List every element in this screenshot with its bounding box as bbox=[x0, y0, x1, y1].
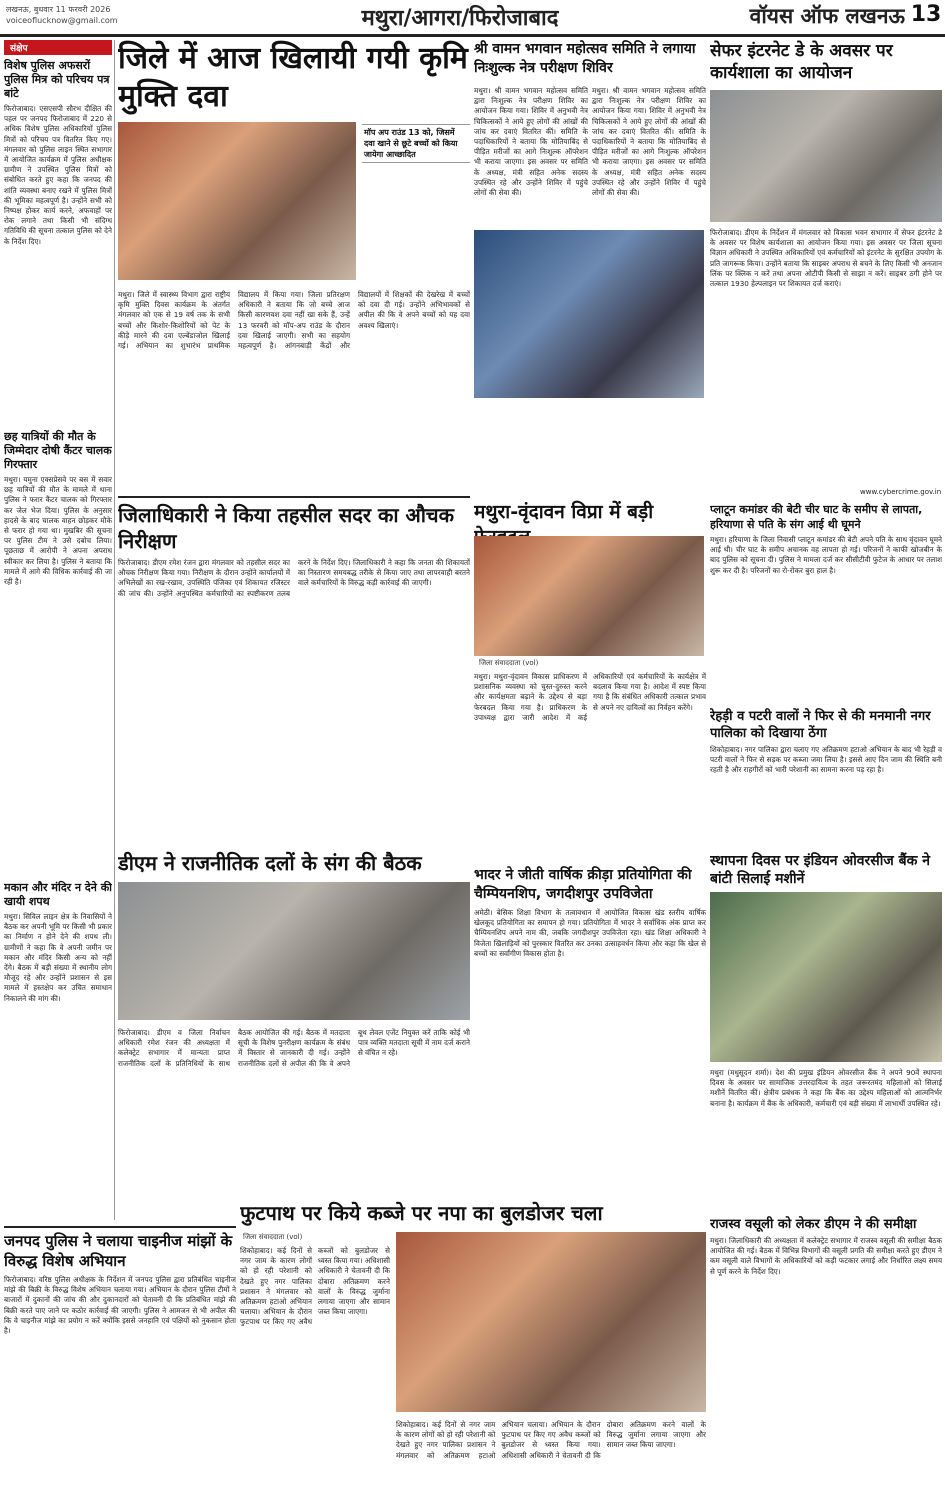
iob-story bbox=[710, 852, 942, 1212]
eye-camp-title: श्री वामन भगवान महोत्सव समिति ने लगाया निःशुल्क नेत्र परीक्षण शिविर bbox=[474, 41, 696, 76]
manjha-title: जनपद पुलिस ने चलाया चाइनीज मांझों के विरुद्ध विशेष अभियान bbox=[4, 1232, 233, 1270]
paper-title: वॉयस ऑफ लखनऊ bbox=[749, 4, 905, 28]
safer-internet-story bbox=[710, 40, 942, 500]
political-meeting-story bbox=[118, 850, 470, 1230]
bulldozer-story bbox=[240, 1200, 706, 1494]
story-rule bbox=[118, 496, 470, 498]
political-meeting-title: डीएम ने राजनीतिक दलों के संग की बैठक bbox=[118, 851, 422, 875]
safer-internet-title: सेफर इंटरनेट डे के अवसर पर कार्यशाला का आयोजन bbox=[710, 41, 893, 83]
bulldozer-body-col2: शिकोहाबाद। कई दिनों से नगर जाम के कारण लोगों को हो रही परेशानी को देखते हुए नगर पालिका प्रशासन ने मंगलवार को अतिक्रमण हटाओ अभियान चलाया। अभियान के दौरान फुटपाथ पर किए गए अवैध कब्जों को बुलडोजर से ध्वस्त किया गया। अधिशासी अधिकारी ने चेतावनी दी कि दोबारा अतिक्रमण करने वालों के विरुद्ध जुर्माना लगाया जाएगा और सामान जब्त किया जाएगा। bbox=[396, 1420, 706, 1460]
lead-title: जिले में आज खिलायी गयी कृमि मुक्ति दवा bbox=[118, 41, 468, 114]
vendors-body: शिकोहाबाद। नगर पालिका द्वारा चलाए गए अतिक्रमण हटाओ अभियान के बाद भी रेहड़ी व पटरी वालों ने फिर से सड़क पर कब्जा जमा लिया है। इससे आए दिन जाम की स्थिति बनी रहती है और राहगीरों को भारी परेशानी का सामना करना पड़ रहा है। bbox=[710, 745, 942, 775]
dm-inspection-title: जिलाधिकारी ने किया तहसील सदर का औचक निरीक्षण bbox=[118, 503, 454, 553]
sidebar bbox=[4, 40, 112, 1220]
section-title: मथुरा/आगरा/फिरोजाबाद bbox=[361, 6, 559, 31]
bulldozer-title: फुटपाथ पर किये कब्जे पर नपा का बुलडोजर चला bbox=[240, 1201, 603, 1225]
eye-camp-body: मथुरा। श्री वामन भगवान महोत्सव समिति द्वारा निःशुल्क नेत्र परीक्षण शिविर का आयोजन किया गया। शिविर में अनुभवी नेत्र चिकित्सकों ने आये हुए लोगों की आंखों की जांच कर दवाएं वितरित कीं। समिति के पदाधिकारियों ने बताया कि मोतियाबिंद से पीड़ित मरीजों का आगे निःशुल्क ऑपरेशन भी कराया जाएगा। इस अवसर पर समिति के अध्यक्ष, मंत्री सहित अनेक सदस्य उपस्थित रहे और उन्होंने शिविर में पहुंचे लोगों की सेवा की। bbox=[474, 86, 588, 198]
vrindavan-body: मथुरा। मथुरा-वृंदावन विकास प्राधिकरण में प्रशासनिक व्यवस्था को चुस्त-दुरुस्त करने और कार्यक्षमता बढ़ाने के उद्देश्य से बड़ा फेरबदल किया गया है। प्राधिकरण के उपाध्यक्ष द्वारा जारी आदेश में कई अधिकारियों एवं कर्मचारियों के कार्यक्षेत्र में बदलाव किया गया है। आदेश में स्पष्ट किया गया है कि संबंधित अधिकारी तत्काल प्रभाव से अपने नए दायित्वों का निर्वहन करेंगे। bbox=[474, 672, 706, 722]
iob-body: मथुरा (मधुसूदन शर्मा)। देश की प्रमुख इंडियन ओवरसीज बैंक ने अपने 90वें स्थापना दिवस के अवसर पर सामाजिक उत्तरदायित्व के तहत जरूरतमंद महिलाओं को सिलाई मशीनें वितरित कीं। क्षेत्रीय प्रबंधक ने कहा कि बैंक का उद्देश्य महिलाओं को आत्मनिर्भर बनाना है। कार्यक्रम में बैंक के अधिकारी, कर्मचारी एवं बड़ी संख्या में लाभार्थी उपस्थित रहे। bbox=[710, 1068, 942, 1108]
lead-photo bbox=[118, 122, 356, 280]
vendors-title: रेहड़ी व पटरी वालों ने फिर से की मनमानी नगर पालिका को दिखाया ठेंगा bbox=[710, 709, 931, 741]
lead-body: मथुरा। जिले में स्वास्थ्य विभाग द्वारा राष्ट्रीय कृमि मुक्ति दिवस कार्यक्रम के अंतर्गत मंगलवार को एक से 19 वर्ष तक के सभी बच्चों और किशोर-किशोरियों को पेट के कीड़े मारने की दवा एल्बेंडाजोल खिलाई गई। अभियान का शुभारंभ प्राथमिक विद्यालय में किया गया। जिला प्रतिरक्षण अधिकारी ने बताया कि जो बच्चे आज किसी कारणवश दवा नहीं खा सके हैं, उन्हें 13 फरवरी को मॉप-अप राउंड के दौरान दवा खिलाई जाएगी। सभी का सहयोग महत्वपूर्ण है। आंगनबाड़ी केंद्रों और विद्यालयों में शिक्षकों की देखरेख में बच्चों को दवा दी गई। उन्होंने अभिभावकों से अपील की कि वे अपने बच्चों को यह दवा अवश्य खिलाएं। bbox=[118, 290, 470, 351]
sidebar-story3-body: मथुरा। सिविल लाइन क्षेत्र के निवासियों ने बैठक कर अपनी भूमि पर किसी भी प्रकार का निर्माण न होने देने की शपथ ली। ग्रामीणों ने कहा कि वे अपनी जमीन पर मकान और मंदिर किसी अन्य को नहीं देंगे। बैठक में बड़ी संख्या में स्थानीय लोग मौजूद रहे और उन्होंने प्रशासन से इस मामले में हस्तक्षेप कर उचित समाधान निकालने की मांग की। bbox=[4, 912, 112, 1003]
column-divider bbox=[114, 40, 115, 1220]
sidebar-tab: संक्षेप bbox=[4, 40, 112, 55]
soldier-body: मथुरा। हरियाणा के जिला निवासी प्लाटून कमांडर की बेटी अपने पति के साथ वृंदावन घूमने आई थी। चीर घाट के समीप अचानक वह लापता हो गई। परिजनों ने काफी खोजबीन के बाद पुलिस को सूचना दी। पुलिस ने मामला दर्ज कर सीसीटीवी फुटेज के आधार पर तलाश शुरू कर दी है। परिजनों का रो-रोकर बुरा हाल है। bbox=[710, 535, 942, 575]
vrindavan-story bbox=[474, 500, 706, 860]
political-meeting-body: फिरोजाबाद। डीएम व जिला निर्वाचन अधिकारी रमेश रंजन की अध्यक्षता में कलेक्ट्रेट सभागार में मान्यता प्राप्त राजनीतिक दलों के प्रतिनिधियों के साथ बैठक आयोजित की गई। बैठक में मतदाता सूची के विशेष पुनरीक्षण कार्यक्रम के संबंध में विस्तार से जानकारी दी गई। उन्होंने राजनीतिक दलों से अपील की कि वे अपने बूथ लेवल एजेंट नियुक्त करें ताकि कोई भी पात्र व्यक्ति मतदाता सूची में नाम दर्ज कराने से वंचित न रहे। bbox=[118, 1028, 470, 1068]
eye-camp-photo bbox=[474, 230, 704, 398]
eye-camp-story bbox=[474, 40, 706, 480]
manjha-story bbox=[4, 1226, 236, 1494]
sports-title: भादर ने जीती वार्षिक क्रीड़ा प्रतियोगिता की चैम्पियनशिप, जगदीशपुर उपविजेता bbox=[474, 867, 692, 902]
revenue-story bbox=[710, 1216, 942, 1494]
sidebar-story2-body: मथुरा। यमुना एक्सप्रेसवे पर बस में सवार छह यात्रियों की मौत के मामले में थाना पुलिस ने फरार कैंटर चालक को गिरफ्तार कर जेल भेज दिया। पुलिस के अनुसार हादसे के बाद चालक वाहन छोड़कर मौके से फरार हो गया था। मुखबिर की सूचना पर पुलिस टीम ने उसे दबोच लिया। पूछताछ में आरोपी ने अपना अपराध स्वीकार कर लिया है। पुलिस ने बताया कि मामले में आगे की विधिक कार्रवाई की जा रही है। bbox=[4, 475, 112, 587]
cybercrime-url: www.cybercrime.gov.in bbox=[860, 488, 942, 496]
email: voiceoflucknow@gmail.com bbox=[6, 16, 118, 25]
dm-inspection-story bbox=[118, 496, 470, 846]
date-line: लखनऊ, बुधवार 11 फरवरी 2026 bbox=[6, 5, 111, 14]
sidebar-story2-title: छह यात्रियों की मौत के जिम्मेदार दोषी कैंटर चालक गिरफ्तार bbox=[4, 430, 112, 471]
political-meeting-photo bbox=[118, 882, 470, 1020]
bulldozer-photo bbox=[396, 1232, 706, 1412]
lead-bullet: मॉप अप राउंड 13 को, जिसमें दवा खाने से छूटे बच्चों को किया जायेगा आच्छादित bbox=[362, 124, 470, 163]
page-number: 13 bbox=[910, 2, 942, 27]
iob-title: स्थापना दिवस पर इंडियन ओवरसीज बैंक ने बांटी सिलाई मशीनें bbox=[710, 853, 931, 887]
story-rule bbox=[4, 1226, 236, 1228]
vrindavan-photo bbox=[474, 536, 704, 656]
vrindavan-caption: जिला संवाददाता (vol) bbox=[476, 658, 541, 669]
dm-inspection-body: फिरोजाबाद। डीएम रमेश रंजन द्वारा मंगलवार को तहसील सदर का औचक निरीक्षण किया गया। निरीक्षण के दौरान उन्होंने कार्यालयों में अभिलेखों का रख-रखाव, उपस्थिति पंजिका एवं शिकायत रजिस्टर की जांच की। उन्होंने अनुपस्थित कर्मचारियों का स्पष्टीकरण तलब करने के निर्देश दिए। जिलाधिकारी ने कहा कि जनता की शिकायतों का निस्तारण समयबद्ध तरीके से किया जाए तथा लापरवाही बरतने वाले कर्मचारियों के विरुद्ध कड़ी कार्रवाई की जाएगी। bbox=[118, 558, 470, 598]
masthead-dateline bbox=[6, 4, 206, 32]
safer-internet-photo bbox=[710, 90, 942, 222]
revenue-body: मथुरा। जिलाधिकारी की अध्यक्षता में कलेक्ट्रेट सभागार में राजस्व वसूली की समीक्षा बैठक आयोजित की गई। बैठक में विभिन्न विभागों की वसूली प्रगति की समीक्षा करते हुए डीएम ने कम वसूली वाले विभागों के अधिकारियों को कड़ी फटकार लगाई और निर्धारित लक्ष्य समय से पूर्ण करने के निर्देश दिए। bbox=[710, 1236, 942, 1276]
soldier-story bbox=[710, 502, 942, 702]
iob-photo bbox=[710, 892, 942, 1062]
sidebar-story1-title: विशेष पुलिस अफसरों पुलिस मित्र को परिचय पत्र बांटे bbox=[4, 59, 110, 100]
bulldozer-caption: जिला संवाददाता (vol) bbox=[240, 1232, 305, 1243]
sidebar-story1-body: फिरोजाबाद। एसएसपी सौरभ दीक्षित की पहल पर जनपद फिरोजाबाद में 220 से अधिक विशेष पुलिस अधिकारियों पुलिस मित्रों को परिचय पत्र वितरित किए गए। मंगलवार को पुलिस लाइन स्थित सभागार में आयोजित कार्यक्रम में पुलिस अधीक्षक ग्रामीण ने उपस्थित पुलिस मित्रों को संबोधित करते हुए कहा कि जनपद की शांति व्यवस्था बनाए रखने में पुलिस मित्रों की भूमिका महत्वपूर्ण है। उन्होंने सभी को निष्पक्ष होकर कार्य करने, अफवाहों पर रोक लगाने तथा किसी भी संदिग्ध गतिविधि की सूचना तत्काल पुलिस को देने के निर्देश दिए। bbox=[4, 104, 112, 246]
safer-internet-body: फिरोजाबाद। डीएम के निर्देशन में मंगलवार को विकास भवन सभागार में सेफर इंटरनेट डे के अवसर पर विशेष कार्यशाला का आयोजन किया गया। इस अवसर पर जिला सूचना विज्ञान अधिकारी ने उपस्थित अधिकारियों एवं कर्मचारियों को इंटरनेट के सुरक्षित उपयोग के प्रति जागरूक किया। उन्होंने बताया कि साइबर अपराध से बचने के लिए किसी भी अनजान लिंक पर क्लिक न करें तथा अपना ओटीपी किसी से साझा न करें। साइबर ठगी होने पर तत्काल 1930 हेल्पलाइन पर शिकायत दर्ज कराएं। bbox=[710, 228, 942, 289]
vrindavan-title: मथुरा-वृंदावन विप्रा में बड़ी bbox=[474, 501, 654, 523]
sports-body: अमेठी। बेसिक शिक्षा विभाग के तत्वावधान में आयोजित विकास खंड स्तरीय वार्षिक खेलकूद प्रतियोगिता का समापन हो गया। प्रतियोगिता में भादर ने सर्वाधिक अंक प्राप्त कर चैम्पियनशिप अपने नाम की, जबकि जगदीशपुर उपविजेता रहा। खंड शिक्षा अधिकारी ने विजेता खिलाड़ियों को पुरस्कार वितरित कर उनका उत्साहवर्धन किया और कहा कि खेल से बच्चों का सर्वांगीण विकास होता है। bbox=[474, 908, 706, 958]
lead-story bbox=[118, 40, 470, 540]
eye-camp-body-col2: मथुरा। श्री वामन भगवान महोत्सव समिति द्वारा निःशुल्क नेत्र परीक्षण शिविर का आयोजन किया गया। शिविर में अनुभवी नेत्र चिकित्सकों ने आये हुए लोगों की आंखों की जांच कर दवाएं वितरित कीं। समिति के पदाधिकारियों ने बताया कि मोतियाबिंद से पीड़ित मरीजों का आगे निःशुल्क ऑपरेशन भी कराया जाएगा। इस अवसर पर समिति के अध्यक्ष, मंत्री सहित अनेक सदस्य उपस्थित रहे और उन्होंने शिविर में पहुंचे लोगों की सेवा की। bbox=[592, 86, 706, 198]
sports-story bbox=[474, 866, 706, 1226]
sidebar-story3-title: मकान और मंदिर न देने की खायी शपथ bbox=[4, 881, 112, 908]
manjha-body: फिरोजाबाद। वरिष्ठ पुलिस अधीक्षक के निर्देशन में जनपद पुलिस द्वारा प्रतिबंधित चाइनीज मांझे की बिक्री के विरुद्ध विशेष अभियान चलाया गया। अभियान के दौरान पुलिस टीमों ने बाजारों में दुकानों की जांच की और दुकानदारों को चेतावनी दी कि प्रतिबंधित मांझे की बिक्री करते पाए जाने पर कठोर कार्रवाई की जाएगी। पुलिस ने आमजन से भी अपील की कि वे चाइनीज मांझे का प्रयोग न करें क्योंकि इससे जनहानि एवं पक्षियों को नुकसान होता है। bbox=[4, 1275, 236, 1336]
header-rule bbox=[0, 34, 945, 37]
revenue-title: राजस्व वसूली को लेकर डीएम ने की समीक्षा bbox=[710, 1217, 917, 1232]
vendors-story bbox=[710, 708, 942, 848]
soldier-title: प्लाटून कमांडर की बेटी चीर घाट के समीप से लापता, हरियाणा से पति के संग आई थी घूमने bbox=[710, 503, 923, 531]
bulldozer-body: शिकोहाबाद। कई दिनों से नगर जाम के कारण लोगों को हो रही परेशानी को देखते हुए नगर पालिका प्रशासन ने मंगलवार को अतिक्रमण हटाओ अभियान चलाया। अभियान के दौरान फुटपाथ पर किए गए अवैध कब्जों को बुलडोजर से ध्वस्त किया गया। अधिशासी अधिकारी ने चेतावनी दी कि दोबारा अतिक्रमण करने वालों के विरुद्ध जुर्माना लगाया जाएगा और सामान जब्त किया जाएगा। bbox=[240, 1246, 390, 1327]
